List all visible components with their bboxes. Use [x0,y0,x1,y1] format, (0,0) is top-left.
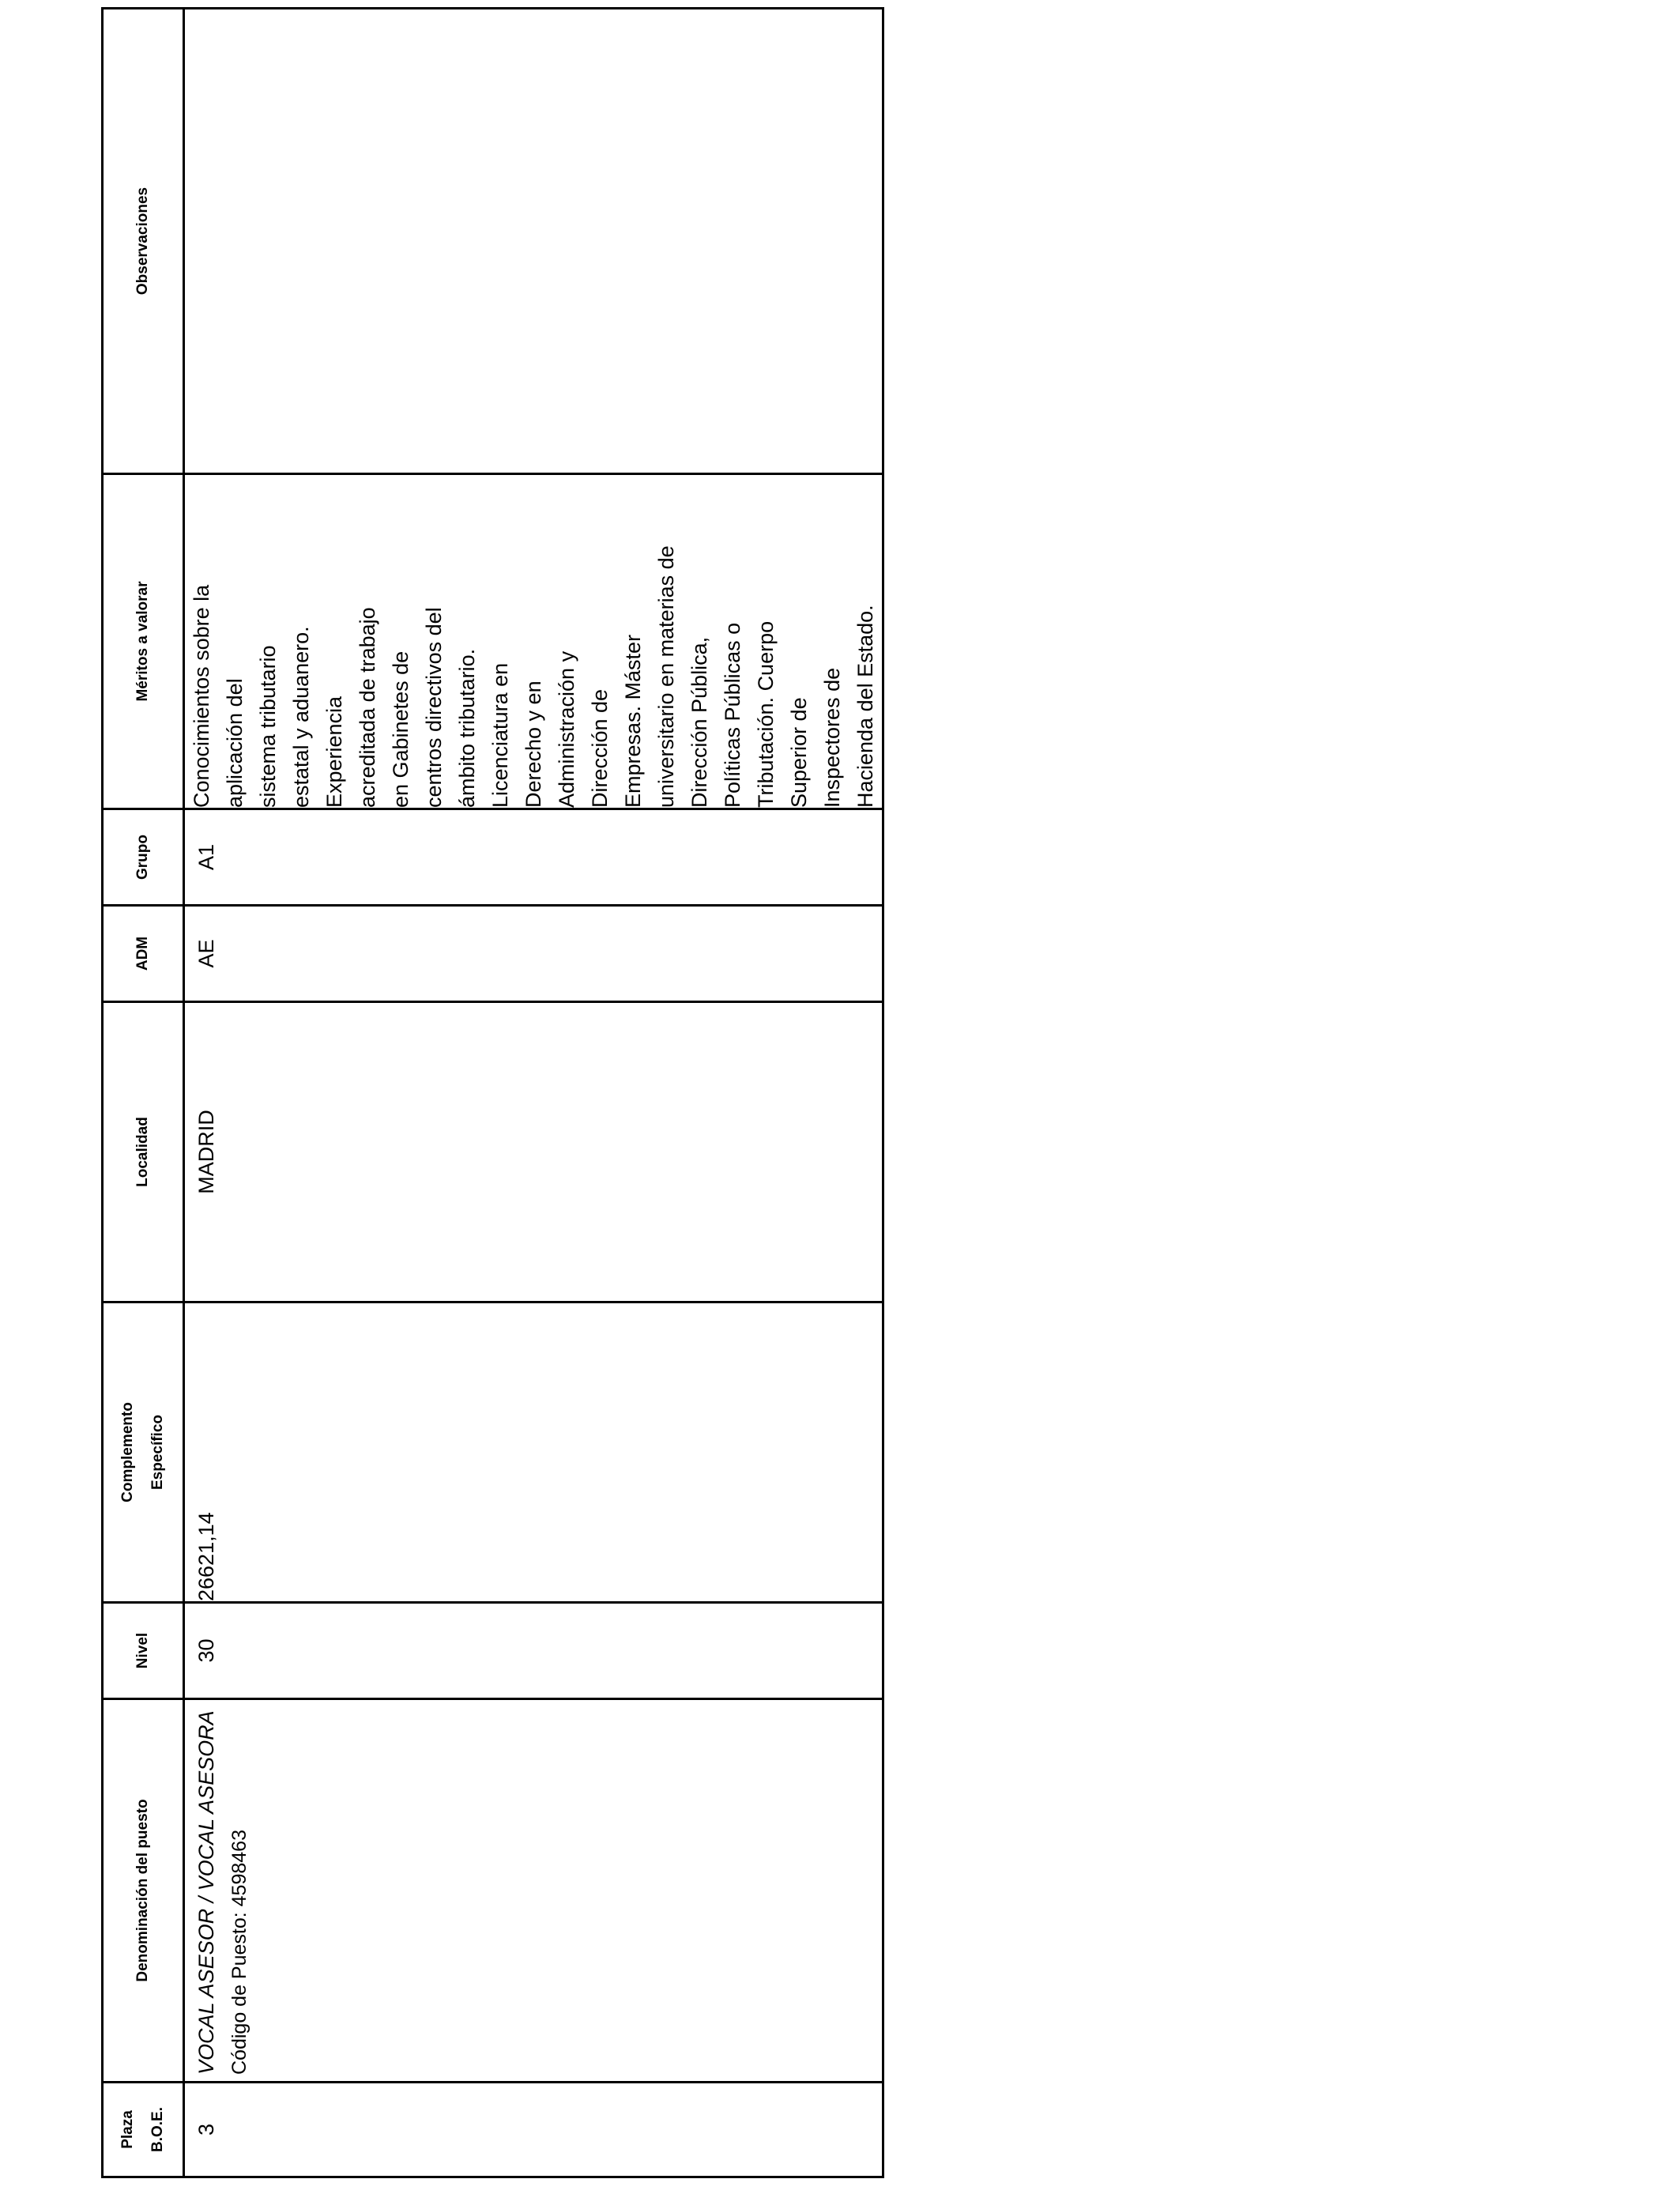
meritos-line: Superior de [787,697,811,808]
complemento-value: 26621,14 [194,1512,218,1601]
meritos-line: centros directivos del [422,607,446,808]
header-denominacion: Denominación del puesto [103,1699,184,2083]
header-row [103,9,184,2177]
meritos-line: Licenciatura en [488,662,512,808]
localidad-value: MADRID [194,1110,218,1194]
meritos-line: acreditada de trabajo [356,607,379,808]
meritos-line: Tributación. Cuerpo [754,620,778,808]
header-meritos: Méritos a valorar [103,474,184,809]
cell-localidad [184,1002,883,1302]
observaciones-value [185,9,190,473]
header-adm: ADM [103,906,184,1002]
meritos-line: Dirección Pública, [687,636,711,808]
header-complemento-line1: Complemento [119,1402,136,1502]
meritos-line: universitario en materias de [654,545,678,808]
header-nivel: Nivel [103,1603,184,1699]
meritos-line: Derecho y en [522,680,545,808]
header-plaza-line2: B.O.E. [149,2107,166,2153]
meritos-line: Conocimientos sobre la [190,584,213,808]
table-row [184,9,883,2177]
meritos-line: Administración y [555,650,578,808]
header-localidad: Localidad [103,1002,184,1302]
header-complemento [103,1302,184,1603]
plaza-value: 3 [194,2123,218,2136]
header-observaciones: Observaciones [103,9,184,474]
adm-value: AE [194,939,218,968]
cell-nivel [184,1603,883,1699]
cell-adm [184,906,883,1002]
rotated-table-container [101,8,881,2178]
header-complemento-line2: Específico [149,1414,166,1491]
meritos-line: sistema tributario [256,645,280,808]
header-grupo: Grupo [103,809,184,906]
meritos-line: Inspectores de [820,667,844,808]
cell-meritos [184,474,883,809]
header-plaza-line1: Plaza [119,2110,136,2149]
position-code: Código de Puesto: 4598463 [228,1830,250,2075]
cell-observaciones [184,9,883,474]
position-title: VOCAL ASESOR / VOCAL ASESORA [194,1710,218,2075]
meritos-line: Dirección de [588,688,612,808]
meritos-line: aplicación del [223,678,247,808]
meritos-line: Hacienda del Estado. [853,605,877,808]
meritos-text [185,475,882,808]
header-plaza [103,2083,184,2177]
cell-denominacion [184,1699,883,2083]
positions-table [101,7,884,2178]
meritos-line: Empresas. Máster [621,634,645,808]
meritos-line: ámbito tributario. [455,648,479,808]
cell-complemento [184,1302,883,1603]
cell-grupo [184,809,883,906]
meritos-line: Políticas Públicas o [721,622,744,808]
meritos-line: estatal y aduanero. [289,626,313,808]
cell-plaza [184,2083,883,2177]
nivel-value: 30 [194,1638,218,1663]
meritos-line: Experiencia [322,696,346,808]
meritos-line: en Gabinetes de [389,650,412,808]
grupo-value: A1 [194,843,218,871]
